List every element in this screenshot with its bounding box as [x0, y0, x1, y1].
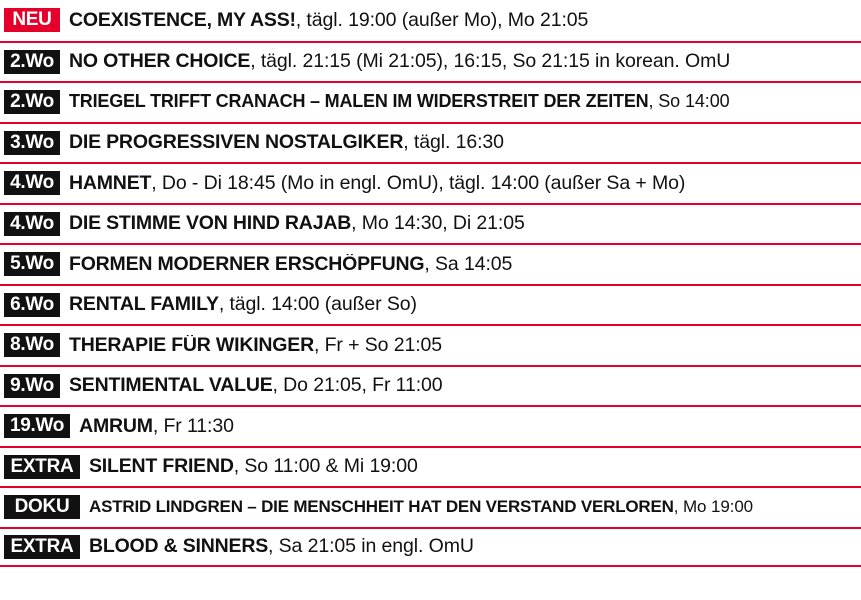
week-badge: DOKU — [4, 495, 80, 519]
week-badge: 8.Wo — [4, 333, 60, 357]
week-badge: 5.Wo — [4, 252, 60, 276]
film-title: THERAPIE FÜR WIKINGER — [69, 334, 314, 356]
week-badge: 6.Wo — [4, 293, 60, 317]
screening-times: , Do 21:05, Fr 11:00 — [272, 375, 443, 397]
screening-times: , tägl. 21:15 (Mi 21:05), 16:15, So 21:15 in korean. OmU — [250, 51, 731, 73]
listing-text — [89, 536, 861, 557]
week-badge: 4.Wo — [4, 212, 60, 236]
film-title: HAMNET — [69, 172, 152, 194]
listing-row[interactable] — [0, 486, 861, 527]
listing-text — [69, 10, 861, 31]
listing-text — [69, 51, 861, 72]
listing-text — [69, 213, 861, 234]
week-badge: EXTRA — [4, 455, 80, 479]
film-title: BLOOD & SINNERS — [89, 536, 269, 558]
week-badge: 3.Wo — [4, 131, 60, 155]
listing-row[interactable] — [0, 446, 861, 487]
listing-text — [79, 416, 861, 437]
film-title: FORMEN MODERNER ERSCHÖPFUNG — [69, 253, 425, 275]
listing-text — [89, 498, 861, 517]
screening-times: , tägl. 19:00 (außer Mo), Mo 21:05 — [295, 9, 589, 31]
week-badge: 4.Wo — [4, 171, 60, 195]
week-badge: EXTRA — [4, 535, 80, 559]
listing-text — [69, 335, 861, 356]
listing-text — [69, 173, 861, 194]
week-badge: 2.Wo — [4, 50, 60, 74]
screening-times: , Fr 11:30 — [152, 415, 234, 437]
week-badge: 2.Wo — [4, 90, 60, 114]
week-badge: 19.Wo — [4, 414, 70, 438]
listing-row[interactable] — [0, 365, 861, 406]
screening-times: , Mo 14:30, Di 21:05 — [351, 213, 525, 235]
listing-text — [69, 132, 861, 153]
film-title: COEXISTENCE, MY ASS! — [69, 9, 296, 31]
film-title: ASTRID LINDGREN – DIE MENSCHHEIT HAT DEN VERSTAND VERLOREN — [89, 497, 674, 516]
screening-times: , Fr + So 21:05 — [313, 334, 442, 356]
listing-text — [89, 456, 861, 477]
listing-row[interactable] — [0, 405, 861, 446]
screening-times: , Do - Di 18:45 (Mo in engl. OmU), tägl. 14:00 (außer Sa + Mo) — [151, 172, 686, 194]
film-title: DIE PROGRESSIVEN NOSTALGIKER — [69, 132, 404, 154]
screening-times: , tägl. 14:00 (außer So) — [218, 294, 417, 316]
listing-row[interactable] — [0, 284, 861, 325]
listing-row[interactable] — [0, 324, 861, 365]
film-title: RENTAL FAMILY — [69, 294, 219, 316]
screening-times: , Sa 14:05 — [424, 253, 513, 275]
listing-row[interactable] — [0, 122, 861, 163]
listing-row[interactable] — [0, 41, 861, 82]
screening-times: , So 14:00 — [648, 92, 730, 112]
listing-text — [69, 375, 861, 396]
film-title: AMRUM — [79, 415, 153, 437]
film-title: DIE STIMME VON HIND RAJAB — [69, 213, 352, 235]
listing-text — [69, 294, 861, 315]
film-title: SILENT FRIEND — [89, 456, 234, 478]
listing-text — [69, 92, 861, 112]
film-title: SENTIMENTAL VALUE — [69, 375, 273, 397]
screening-times: , Sa 21:05 in engl. OmU — [268, 536, 474, 558]
film-title: NO OTHER CHOICE — [69, 51, 251, 73]
listing-row[interactable] — [0, 203, 861, 244]
screening-times: , Mo 19:00 — [673, 497, 754, 516]
listing-row[interactable] — [0, 162, 861, 203]
listing-text — [69, 254, 861, 275]
film-title: TRIEGEL TRIFFT CRANACH – MALEN IM WIDERSTREIT DER ZEITEN — [69, 92, 649, 112]
listing-row[interactable] — [0, 527, 861, 568]
listing-row[interactable] — [0, 243, 861, 284]
screening-times: , So 11:00 & Mi 19:00 — [233, 456, 418, 478]
listing-row[interactable] — [0, 0, 861, 41]
week-badge: 9.Wo — [4, 374, 60, 398]
screening-times: , tägl. 16:30 — [403, 132, 504, 154]
week-badge: NEU — [4, 8, 60, 32]
listing-row[interactable] — [0, 81, 861, 122]
